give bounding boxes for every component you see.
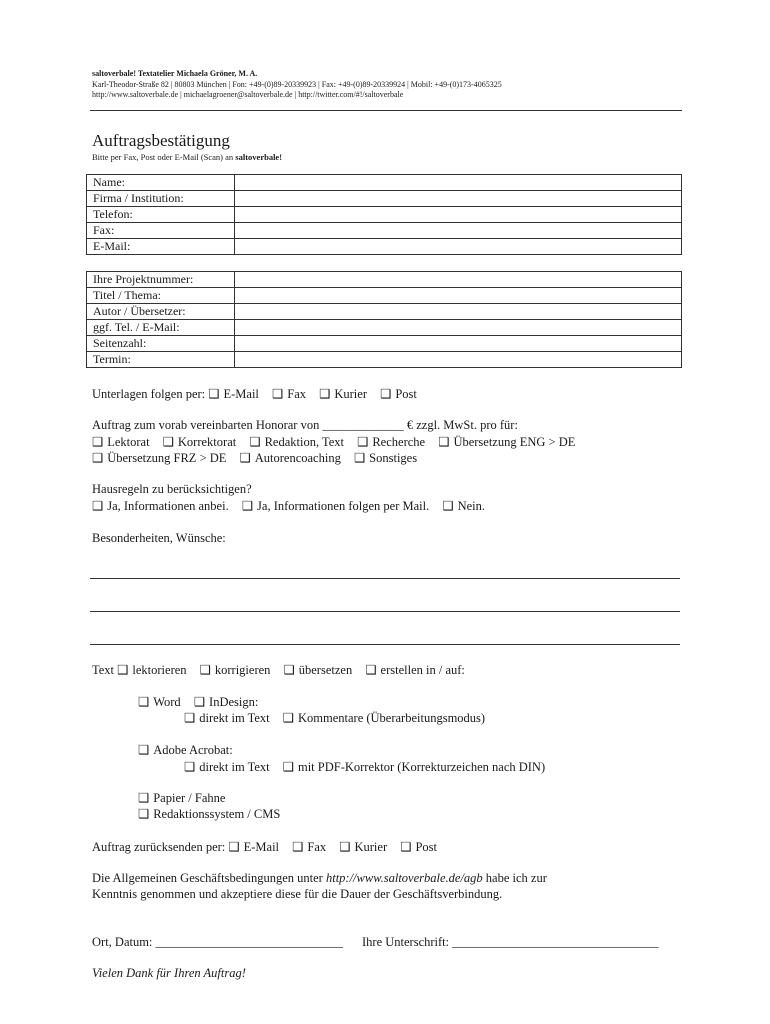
- agb-line2: Kenntnis genommen und akzeptiere diese für die Dauer der Geschäftsverbindung.: [92, 887, 503, 901]
- option-label: Papier / Fahne: [153, 791, 226, 805]
- ort-datum[interactable]: Ort, Datum: ______________________________: [92, 935, 344, 949]
- letterhead-address: Karl-Theodor-Straße 82 | 80803 München | Fon: +49-(0)89-20339923 | Fax: +49-(0)89-20339924 | Mobil: +49-(0)173-4065325: [92, 79, 502, 89]
- checkbox-icon[interactable]: ❑: [117, 663, 129, 677]
- checkbox-icon[interactable]: ❑: [92, 499, 104, 513]
- option-label: Übersetzung FRZ > DE: [107, 451, 227, 465]
- table-row: [87, 304, 682, 320]
- option-label: Korrektorat: [177, 435, 237, 449]
- checkbox-icon[interactable]: ❑: [339, 840, 351, 854]
- option-label: Kurier: [334, 387, 367, 401]
- option-label: Kurier: [354, 840, 388, 854]
- checkbox-icon[interactable]: ❑: [357, 435, 369, 449]
- agb-link[interactable]: http://www.saltoverbale.de/agb: [325, 871, 483, 885]
- option-label: Fax: [287, 387, 307, 401]
- checkbox-icon[interactable]: ❑: [272, 387, 284, 401]
- field-label: Name:: [87, 175, 235, 191]
- option-label: erstellen in / auf:: [380, 663, 465, 677]
- deadline-field[interactable]: [235, 352, 682, 368]
- contact-field[interactable]: [235, 320, 682, 336]
- checkbox-icon[interactable]: ❑: [239, 451, 251, 465]
- zuruck-label: Auftrag zurücksenden per:: [92, 840, 226, 854]
- fax-field[interactable]: [235, 223, 682, 239]
- thanks-note: Vielen Dank für Ihren Auftrag!: [92, 966, 246, 980]
- option-label: Post: [395, 387, 417, 401]
- field-label: Autor / Übersetzer:: [87, 304, 235, 320]
- option-label: Ja, Informationen folgen per Mail.: [257, 499, 430, 513]
- name-field[interactable]: [235, 175, 682, 191]
- checkbox-icon[interactable]: ❑: [292, 840, 304, 854]
- besonderheiten-label: Besonderheiten, Wünsche:: [92, 531, 226, 545]
- table-row: [87, 191, 682, 207]
- text-actions-line: [92, 662, 465, 678]
- unterschrift[interactable]: Ihre Unterschrift: _________________________________: [362, 935, 659, 949]
- checkbox-icon[interactable]: ❑: [442, 499, 454, 513]
- checkbox-icon[interactable]: ❑: [282, 711, 294, 725]
- checkbox-icon[interactable]: ❑: [199, 663, 211, 677]
- option-label: Autorencoaching: [254, 451, 341, 465]
- writing-line[interactable]: [90, 644, 680, 645]
- word-line: [138, 694, 258, 710]
- field-label: Ihre Projektnummer:: [87, 272, 235, 288]
- field-label: Seitenzahl:: [87, 336, 235, 352]
- company-field[interactable]: [235, 191, 682, 207]
- auftrag-row1: [92, 434, 575, 450]
- checkbox-icon[interactable]: ❑: [138, 807, 150, 821]
- field-label: Firma / Institution:: [87, 191, 235, 207]
- auftrag-text: Auftrag zum vorab vereinbarten Honorar von _____________ € zzgl. MwSt. pro für:: [92, 418, 518, 432]
- option-label: direkt im Text: [199, 760, 270, 774]
- unterlagen-label: Unterlagen folgen per:: [92, 387, 206, 401]
- table-row: [87, 288, 682, 304]
- table-row: [87, 223, 682, 239]
- option-label: korrigieren: [214, 663, 271, 677]
- checkbox-icon[interactable]: ❑: [283, 663, 295, 677]
- option-label: Sonstiges: [369, 451, 418, 465]
- checkbox-icon[interactable]: ❑: [319, 387, 331, 401]
- field-label: Fax:: [87, 223, 235, 239]
- email-field[interactable]: [235, 239, 682, 255]
- checkbox-icon[interactable]: ❑: [138, 743, 150, 757]
- page-count-field[interactable]: [235, 336, 682, 352]
- unterlagen-line: [92, 386, 417, 402]
- checkbox-icon[interactable]: ❑: [193, 695, 206, 709]
- option-label: übersetzen: [298, 663, 353, 677]
- letterhead-web: http://www.saltoverbale.de | michaelagroener@saltoverbale.de | http://twitter.com/#!/saltoverbale: [92, 90, 404, 99]
- writing-line[interactable]: [90, 578, 680, 579]
- option-label: Übersetzung ENG > DE: [453, 435, 576, 449]
- field-label: E-Mail:: [87, 239, 235, 255]
- page-title: Auftragsbestätigung: [92, 131, 230, 150]
- checkbox-icon[interactable]: ❑: [438, 435, 450, 449]
- option-label: E-Mail: [243, 840, 280, 854]
- option-label: Recherche: [372, 435, 426, 449]
- checkbox-icon[interactable]: ❑: [241, 499, 254, 513]
- checkbox-icon[interactable]: ❑: [400, 840, 412, 854]
- contact-table: [86, 174, 682, 255]
- project-table: [86, 271, 682, 368]
- checkbox-icon[interactable]: ❑: [208, 387, 220, 401]
- table-row: [87, 175, 682, 191]
- agb-text: Die Allgemeinen Geschäftsbedingungen unter: [92, 871, 323, 885]
- checkbox-icon[interactable]: ❑: [92, 451, 104, 465]
- checkbox-icon[interactable]: ❑: [138, 695, 150, 709]
- papier-line: [138, 790, 225, 806]
- table-row: [87, 239, 682, 255]
- option-label: Word: [153, 695, 181, 709]
- option-label: Adobe Acrobat:: [153, 743, 233, 757]
- subtitle-brand: saltoverbale!: [235, 152, 283, 162]
- auftrag-row2: [92, 450, 417, 466]
- word-sub-line: [184, 710, 485, 726]
- hausregeln-label: Hausregeln zu berücksichtigen?: [92, 482, 252, 496]
- header-divider: [90, 110, 682, 111]
- table-row: [87, 352, 682, 368]
- option-label: lektorieren: [132, 663, 187, 677]
- writing-line[interactable]: [90, 611, 680, 612]
- table-row: [87, 207, 682, 223]
- author-field[interactable]: [235, 304, 682, 320]
- title-field[interactable]: [235, 288, 682, 304]
- checkbox-icon[interactable]: ❑: [162, 435, 174, 449]
- checkbox-icon[interactable]: ❑: [353, 451, 366, 465]
- redaktion-line: [138, 806, 280, 822]
- table-row: [87, 336, 682, 352]
- option-label: Fax: [307, 840, 327, 854]
- checkbox-icon[interactable]: ❑: [92, 435, 104, 449]
- table-row: [87, 320, 682, 336]
- checkbox-icon[interactable]: ❑: [228, 840, 240, 854]
- option-label: E-Mail: [223, 387, 259, 401]
- field-label: Termin:: [87, 352, 235, 368]
- field-label: Telefon:: [87, 207, 235, 223]
- checkbox-icon[interactable]: ❑: [380, 387, 392, 401]
- option-label: Nein.: [457, 499, 485, 513]
- checkbox-icon[interactable]: ❑: [249, 435, 261, 449]
- option-label: Kommentare (Überarbeitungsmodus): [297, 711, 486, 725]
- subtitle: [92, 152, 282, 162]
- field-label: Titel / Thema:: [87, 288, 235, 304]
- subtitle-text: Bitte per Fax, Post oder E-Mail (Scan) an: [92, 152, 234, 162]
- checkbox-icon[interactable]: ❑: [138, 791, 150, 805]
- phone-field[interactable]: [235, 207, 682, 223]
- table-row: [87, 272, 682, 288]
- project-number-field[interactable]: [235, 272, 682, 288]
- checkbox-icon[interactable]: ❑: [282, 760, 294, 774]
- acrobat-line: [138, 742, 233, 758]
- zuruck-line: [92, 839, 437, 855]
- option-label: Lektorat: [107, 435, 150, 449]
- option-label: direkt im Text: [199, 711, 270, 725]
- text-label: Text: [92, 663, 115, 677]
- option-label: Post: [415, 840, 437, 854]
- agb-line1: [92, 871, 547, 886]
- field-label: ggf. Tel. / E-Mail:: [87, 320, 235, 336]
- option-label: InDesign:: [209, 695, 259, 709]
- option-label: mit PDF-Korrektor (Korrekturzeichen nach DIN): [297, 760, 546, 774]
- hausregeln-options: [92, 498, 485, 514]
- option-label: Ja, Informationen anbei.: [107, 499, 229, 513]
- acrobat-sub-line: [184, 759, 545, 775]
- checkbox-icon[interactable]: ❑: [184, 711, 196, 725]
- option-label: Redaktion, Text: [264, 435, 344, 449]
- agb-text: habe ich zur: [485, 871, 547, 885]
- checkbox-icon[interactable]: ❑: [184, 760, 196, 774]
- option-label: Redaktionssystem / CMS: [153, 807, 281, 821]
- checkbox-icon[interactable]: ❑: [365, 663, 377, 677]
- letterhead-name: saltoverbale! Textatelier Michaela Gröner, M. A.: [92, 69, 258, 78]
- letterhead: [92, 69, 692, 101]
